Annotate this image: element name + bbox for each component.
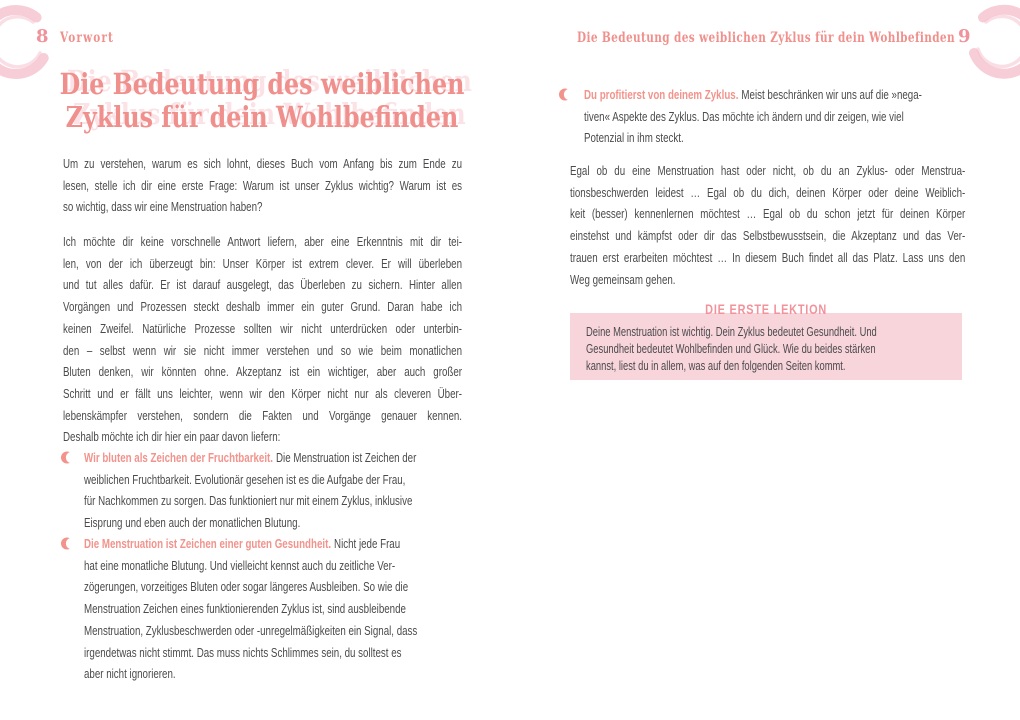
right-running-head: Die Bedeutung des weiblichen Zyklus für dein Wohlbefinden (577, 30, 955, 46)
paragraph-1: Um zu verstehen, warum es sich lohnt, dieses Buch vom Anfang bis zum Ende zu lesen, stelle ich dir eine erste Frage: Warum ist unser Zyklus wichtig? Warum ist es so wichtig, dass wir eine Menstruation haben? (63, 156, 462, 215)
bullet-item (84, 447, 462, 534)
bullet-text-lines: hat eine monatliche Blutung. Und vielleicht kennst auch du zeitliche Ver- zögerungen, vorzeitiges Bluten oder sogar längeres Ausbleiben. So wie die Menstruation Zeichen eines funktionierenden Zyklus ist, sind ausbleibende Menstruation, Zyklusbeschwerden oder -unregelmäßigkeiten ein Signal, dass irgendetwas nicht stimmt. Das muss nichts Schlimmes sein, du solltest es aber nicht ignorieren. (84, 557, 418, 682)
bullet-lead: Wir bluten als Zeichen der Fruchtbarkeit. (84, 450, 273, 465)
chapter-title-line1: Die Bedeutung des weiblichen (59, 67, 465, 101)
lesson-heading-text: DIE ERSTE LEKTION (705, 301, 827, 317)
chapter-title-line2: Zyklus für dein Wohlbefinden (65, 100, 459, 134)
bullet-text-lines: tiven« Aspekte des Zyklus. Das möchte ich ändern und dir zeigen, wie viel Potenzial in ihm steckt. (584, 108, 904, 146)
bullet-text: Die Menstruation ist Zeichen der (276, 450, 417, 465)
bullet-text: Meist beschränken wir uns auf die »nega- (741, 87, 922, 102)
crescent-bullet-icon (559, 87, 573, 102)
bullet-item (84, 533, 462, 685)
paragraph-2: Ich möchte dir keine vorschnelle Antwort liefern, aber eine Erkenntnis mit dir tei- len, von der ich überzeugt bin: Unser Körper ist extrem clever. Er will überleben und tut alles dafür. Er ist darauf ausgelegt, das Überleben zu sichern. Hinter allen Vorgängen und Prozessen steckt deshalb immer ein guter Grund. Daran habe ich keinen Zweifel. Natürliche Prozesse sollten wir nicht unterdrücken oder unterbin- den – selbst wenn wir sie nicht immer verstehen und so wie beim monatlichen Bluten denken, wir könnten ohne. Akzeptanz ist ein wichtiger, aber auch großer Schritt und er fällt uns leichter, wenn wir den Körper nicht nur als cleveren Über- lebenskämpfer verstehen, sondern die Fakten und Vorgänge genauer kennen. Deshalb möchte ich dir hier ein paar davon liefern: (63, 234, 462, 445)
crescent-bullet-icon (61, 450, 75, 465)
left-page-number: 8 (36, 26, 49, 47)
paragraph-3: Egal ob du eine Menstruation hast oder nicht, ob du an Zyklus- oder Menstrua- tionsbeschwerden leidest … Egal ob du dich, deinen Körper oder deine Weiblich- keit (besser) kennenlernen möchtest … Egal ob du schon jetzt für deinen Körper einstehst und kämpfst oder dir das Selbstbewusstsein, die Akzeptanz und das Ver- trauen erst erarbeiten möchtest … In diesem Buch findet all das Platz. Lass uns den Weg gemeinsam gehen. (570, 163, 966, 287)
right-page-number: 9 (958, 26, 971, 47)
chapter-title (56, 68, 468, 134)
bullet-lead: Du profitierst von deinem Zyklus. (584, 87, 739, 102)
bullet-item (584, 84, 967, 149)
bullet-text: Nicht jede Frau (334, 536, 401, 551)
bullet-lead: Die Menstruation ist Zeichen einer guten Gesundheit. (84, 536, 332, 551)
left-running-head: Vorwort (60, 30, 115, 46)
lesson-heading (570, 301, 962, 317)
right-running-head-wrap (451, 29, 955, 47)
crescent-bullet-icon (61, 536, 75, 551)
bullet-text-lines: weiblichen Fruchtbarkeit. Evolutionär gesehen ist es die Aufgabe der Frau, für Nachkommen zu sorgen. Das funktioniert nur mit einem Zyklus, inklusive Eisprung und eben auch der monatlichen Blutung. (84, 471, 413, 531)
lesson-box-text: Deine Menstruation ist wichtig. Dein Zyklus bedeutet Gesundheit. Und Gesundheit bedeutet Wohlbefinden und Glück. Wie du beides stärken kannst, liest du in allem, was auf den folgenden Seiten kommt. (586, 325, 877, 373)
brush-circle-right (974, 10, 1020, 74)
left-running-head-wrap (60, 29, 132, 47)
